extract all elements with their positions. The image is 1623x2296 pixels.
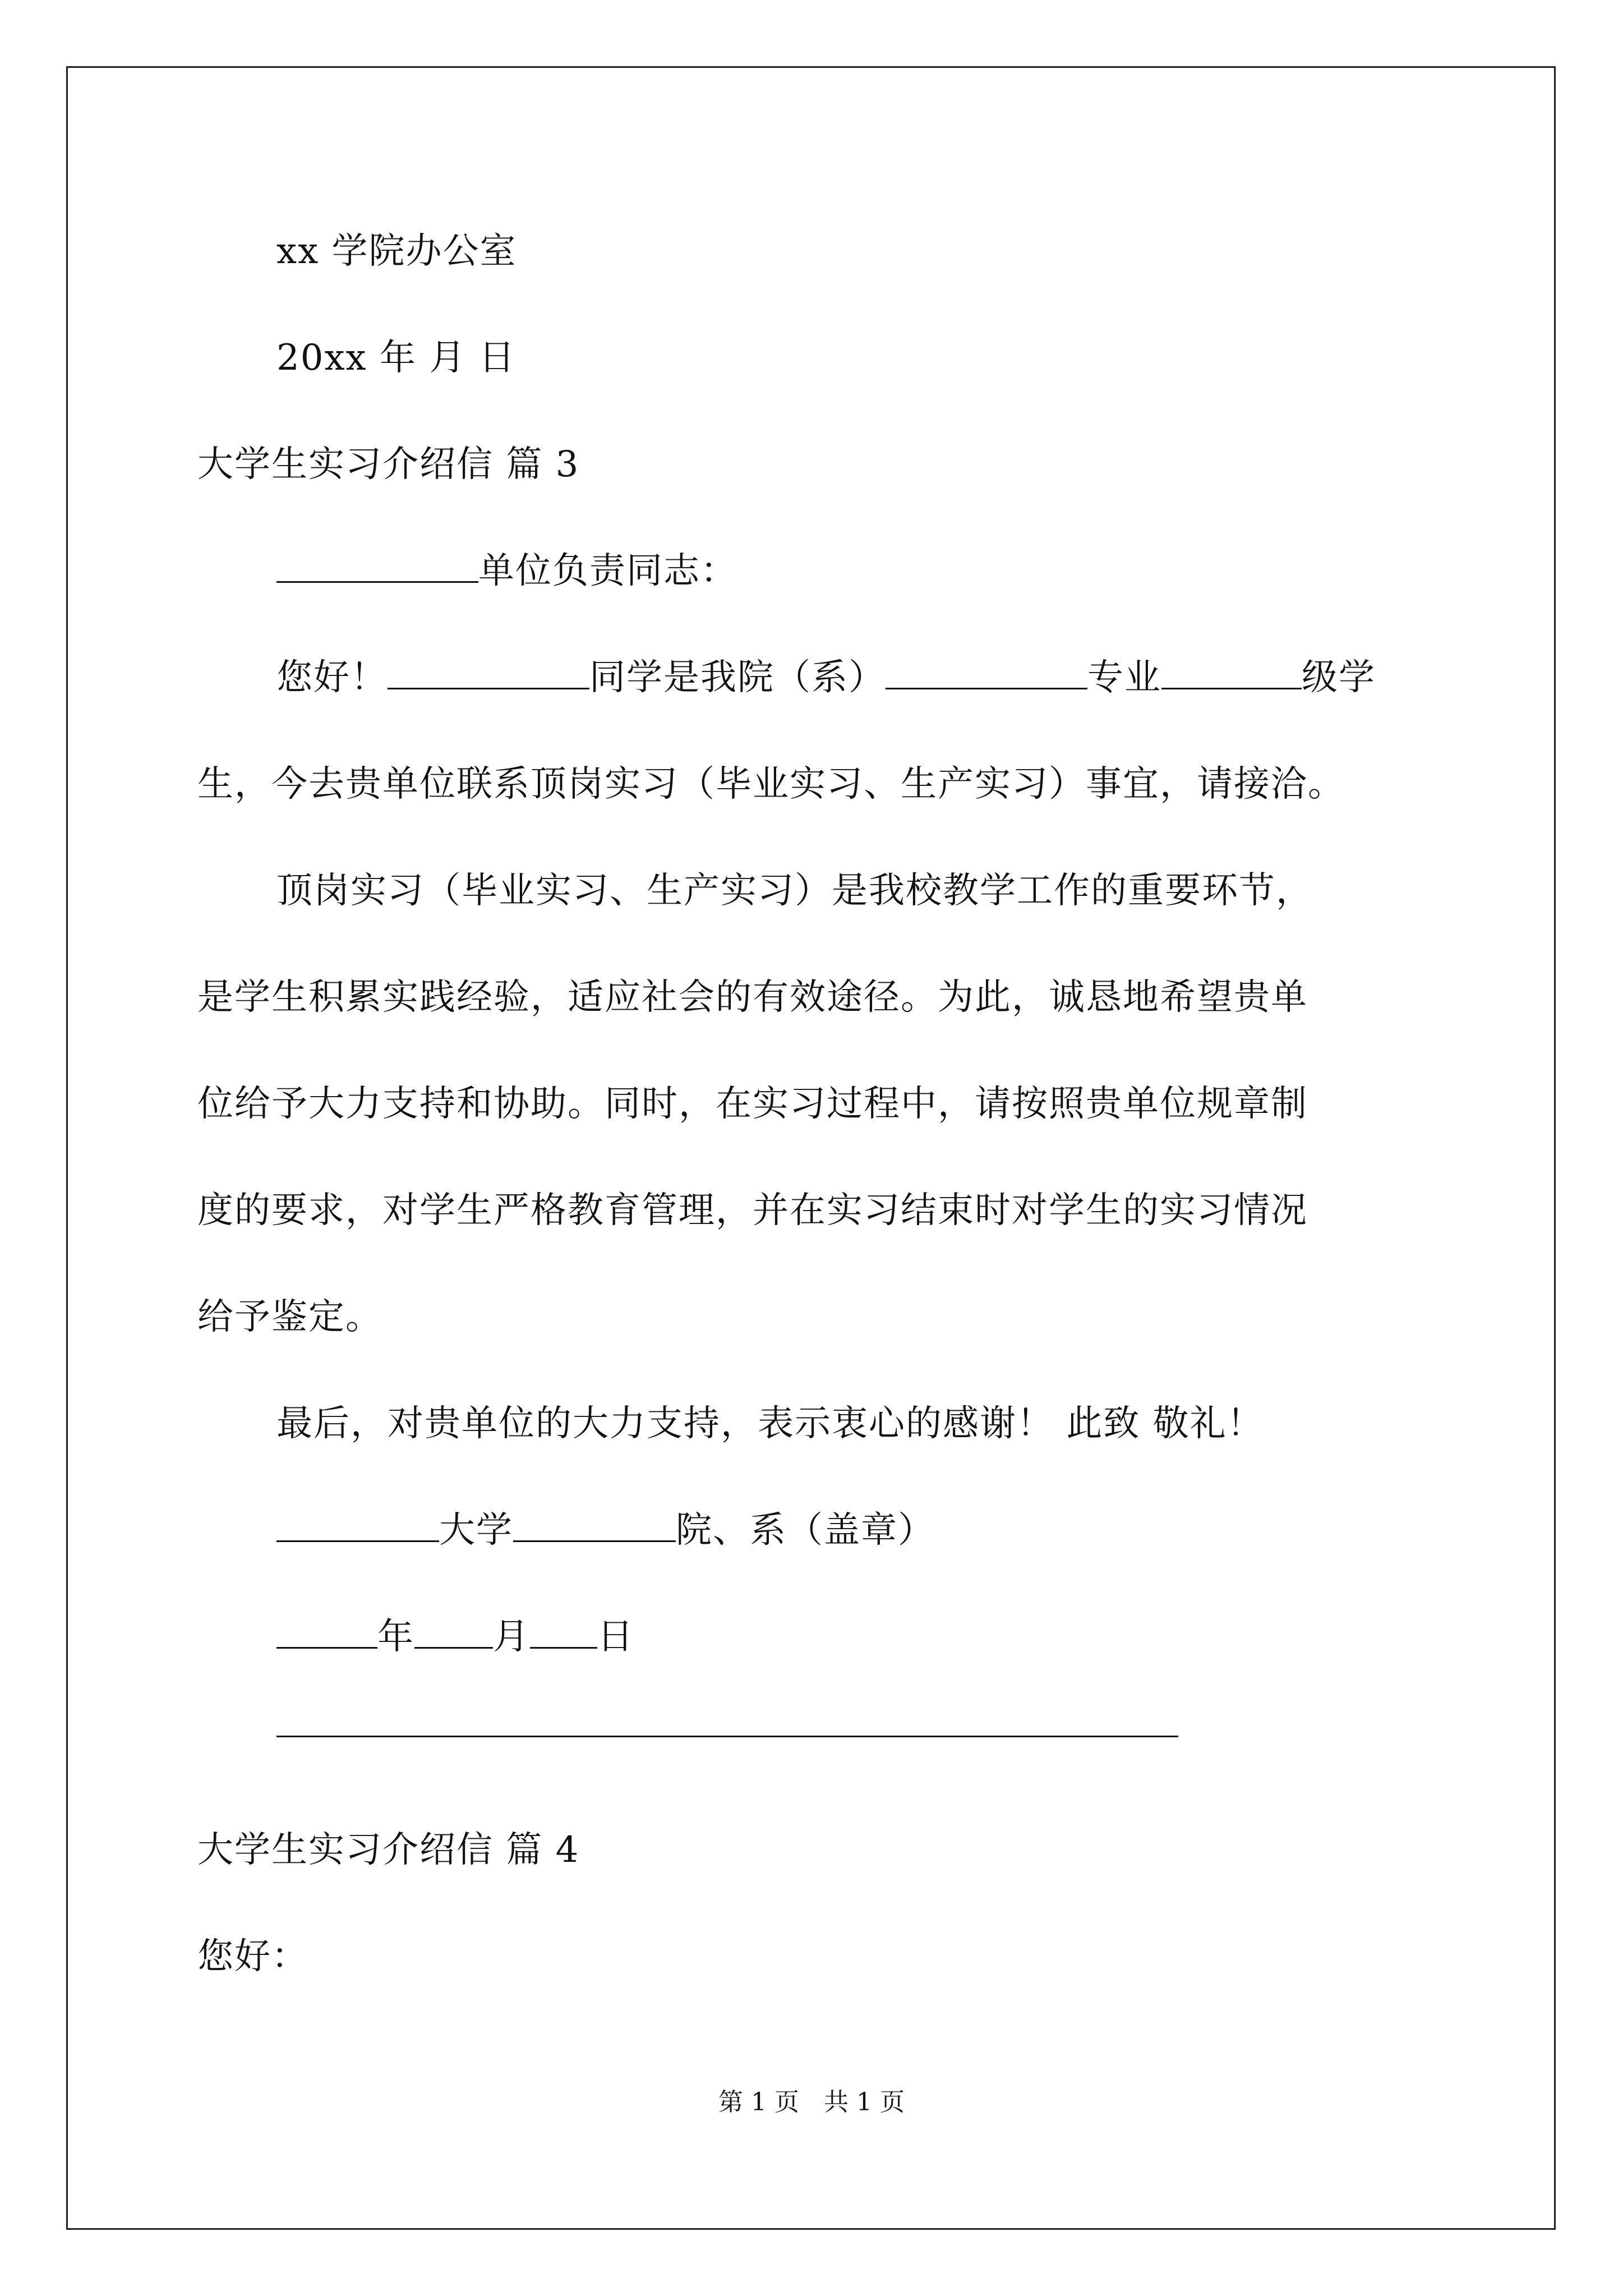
major-text: 专业 [1087, 657, 1161, 698]
student-of-text: 同学是我院（系） [589, 657, 886, 698]
section-title-3: 大学生实习介绍信 篇 3 [197, 444, 580, 485]
body-paragraph-line: 顶岗实习（毕业实习、生产实习）是我校教学工作的重要环节， [276, 870, 1313, 912]
greeting-line: 您好： [197, 1936, 308, 1977]
body-paragraph-line: 是学生积累实践经验，适应社会的有效途径。为此，诚恳地希望贵单 [197, 977, 1308, 1018]
body-paragraph-line: 度的要求，对学生严格教育管理，并在实习结束时对学生的实习情况 [197, 1190, 1308, 1231]
page-number: 第 1 页 [718, 2088, 799, 2116]
closing-line: 最后，对贵单位的大力支持，表示衷心的感谢！ 此致 敬礼！ [276, 1403, 1264, 1444]
signature-date: 20xx 年 月 日 [276, 337, 516, 379]
month-blank [414, 1642, 493, 1649]
date-line [276, 1614, 634, 1659]
unit-name-blank [276, 577, 478, 583]
year-blank [276, 1642, 377, 1649]
day-text: 日 [597, 1616, 634, 1658]
month-text: 月 [493, 1616, 530, 1658]
body-paragraph-line: 给予鉴定。 [197, 1296, 382, 1338]
separator-rule [276, 1736, 1178, 1737]
university-blank [276, 1536, 439, 1542]
intro-line [276, 655, 1376, 700]
department-seal-text: 院、系（盖章） [676, 1510, 935, 1551]
body-paragraph-line: 位给予大力支持和协助。同时，在实习过程中，请按照贵单位规章制 [197, 1083, 1308, 1125]
student-name-blank [388, 683, 589, 689]
major-blank [886, 683, 1087, 689]
office-signature: xx 学院办公室 [276, 231, 517, 272]
salutation-line [276, 549, 737, 593]
body-paragraph-line: 生，今去贵单位联系顶岗实习（毕业实习、生产实习）事宜，请接洽。 [197, 763, 1345, 805]
grade-text: 级学 [1302, 657, 1376, 698]
greeting-text: 您好！ [276, 657, 388, 698]
salutation-text: 单位负责同志： [478, 550, 737, 592]
grade-blank [1161, 683, 1302, 689]
page-footer [0, 2087, 1623, 2118]
university-text: 大学 [439, 1510, 513, 1551]
year-text: 年 [377, 1616, 414, 1658]
day-blank [530, 1642, 597, 1649]
section-title-4: 大学生实习介绍信 篇 4 [197, 1829, 580, 1871]
department-blank [513, 1536, 676, 1542]
seal-line [276, 1508, 935, 1553]
page-total: 共 1 页 [824, 2088, 905, 2116]
page-border [66, 66, 1556, 2230]
